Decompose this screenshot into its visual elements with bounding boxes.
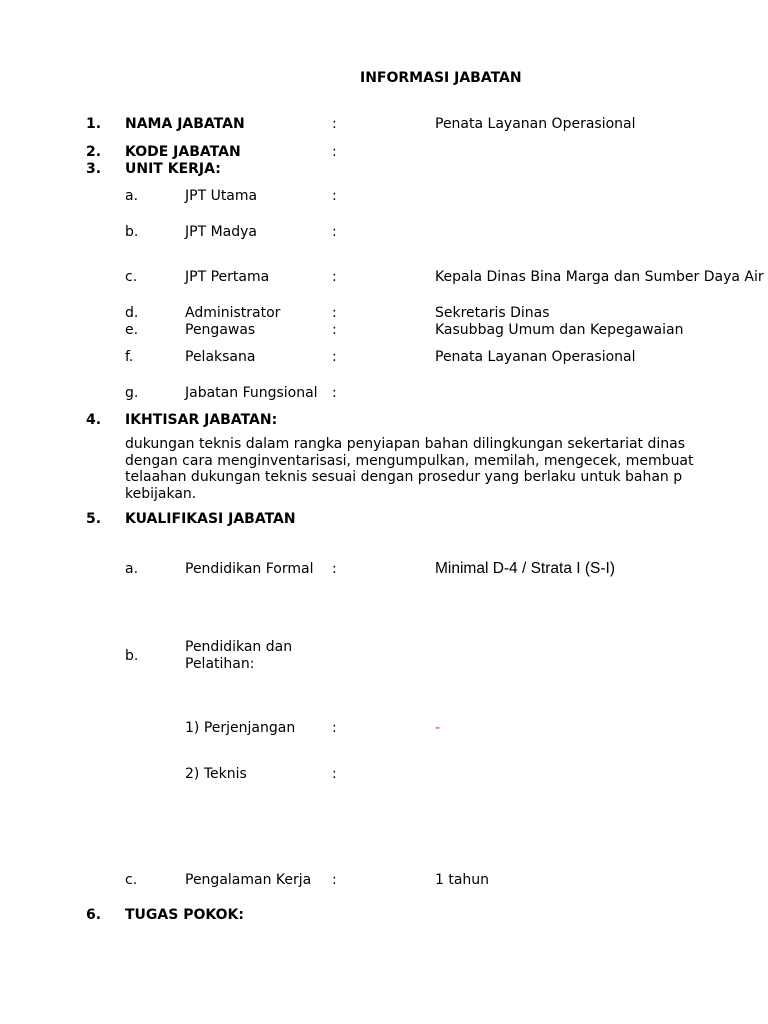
value-nama-jabatan: Penata Layanan Operasional xyxy=(435,116,636,132)
section-label-nama-jabatan: NAMA JABATAN xyxy=(125,116,245,132)
colon: : xyxy=(332,349,337,365)
colon: : xyxy=(332,766,337,782)
paragraph-line: dengan cara menginventarisasi, mengumpulkan, memilah, mengecek, membuat xyxy=(125,452,694,469)
colon: : xyxy=(332,116,337,132)
label-jabatan-fungsional: Jabatan Fungsional xyxy=(185,385,318,401)
item-letter: a. xyxy=(125,561,139,577)
item-letter: b. xyxy=(125,224,139,240)
value-pelaksana: Penata Layanan Operasional xyxy=(435,349,636,365)
page-title: INFORMASI JABATAN xyxy=(360,70,522,86)
colon: : xyxy=(332,561,337,577)
label-pengalaman-kerja: Pengalaman Kerja xyxy=(185,872,312,888)
label-pelaksana: Pelaksana xyxy=(185,349,256,365)
item-letter: f. xyxy=(125,349,134,365)
item-letter: d. xyxy=(125,305,139,321)
label-teknis: 2) Teknis xyxy=(185,766,247,782)
section-label-kode-jabatan: KODE JABATAN xyxy=(125,144,241,160)
label-administrator: Administrator xyxy=(185,305,281,321)
value-pengawas: Kasubbag Umum dan Kepegawaian xyxy=(435,322,684,338)
section-label-ikhtisar-jabatan: IKHTISAR JABATAN: xyxy=(125,412,278,428)
colon: : xyxy=(332,224,337,240)
colon: : xyxy=(332,872,337,888)
section-label-unit-kerja: UNIT KERJA: xyxy=(125,161,221,177)
section-label-kualifikasi-jabatan: KUALIFIKASI JABATAN xyxy=(125,511,296,527)
section-label-tugas-pokok: TUGAS POKOK: xyxy=(125,907,244,923)
value-administrator: Sekretaris Dinas xyxy=(435,305,550,321)
item-letter: g. xyxy=(125,385,139,401)
label-pendidikan-formal: Pendidikan Formal xyxy=(185,561,314,577)
colon: : xyxy=(332,269,337,285)
value-perjenjangan: - xyxy=(435,720,441,736)
item-letter: e. xyxy=(125,322,139,338)
paragraph-line: kebijakan. xyxy=(125,485,197,502)
value-pendidikan-formal: Minimal D-4 / Strata I (S-I) xyxy=(435,560,615,577)
ikhtisar-paragraph xyxy=(125,436,694,502)
item-letter: c. xyxy=(125,269,138,285)
colon: : xyxy=(332,720,337,736)
colon: : xyxy=(332,188,337,204)
label-jpt-madya: JPT Madya xyxy=(185,224,257,240)
value-jpt-pertama: Kepala Dinas Bina Marga dan Sumber Daya Air xyxy=(435,269,764,285)
item-letter: b. xyxy=(125,648,139,664)
section-number: 1. xyxy=(86,116,102,132)
section-number: 3. xyxy=(86,161,102,177)
section-number: 2. xyxy=(86,144,102,160)
section-number: 5. xyxy=(86,511,102,527)
paragraph-line: dukungan teknis dalam rangka penyiapan bahan dilingkungan sekertariat dinas xyxy=(125,436,686,452)
colon: : xyxy=(332,385,337,401)
section-number: 6. xyxy=(86,907,102,923)
value-pengalaman-kerja: 1 tahun xyxy=(435,872,490,888)
label-jpt-utama: JPT Utama xyxy=(185,188,258,204)
item-letter: c. xyxy=(125,872,138,888)
paragraph-line: telaahan dukungan teknis sesuai dengan prosedur yang berlaku untuk bahan p xyxy=(125,469,683,485)
label-jpt-pertama: JPT Pertama xyxy=(185,269,270,285)
label-pelatihan: Pelatihan: xyxy=(185,656,255,672)
item-letter: a. xyxy=(125,188,139,204)
label-pengawas: Pengawas xyxy=(185,322,256,338)
label-perjenjangan: 1) Perjenjangan xyxy=(185,720,296,736)
label-pendidikan-dan: Pendidikan dan xyxy=(185,639,293,655)
colon: : xyxy=(332,322,337,338)
section-number: 4. xyxy=(86,412,102,428)
colon: : xyxy=(332,305,337,321)
colon: : xyxy=(332,144,337,160)
